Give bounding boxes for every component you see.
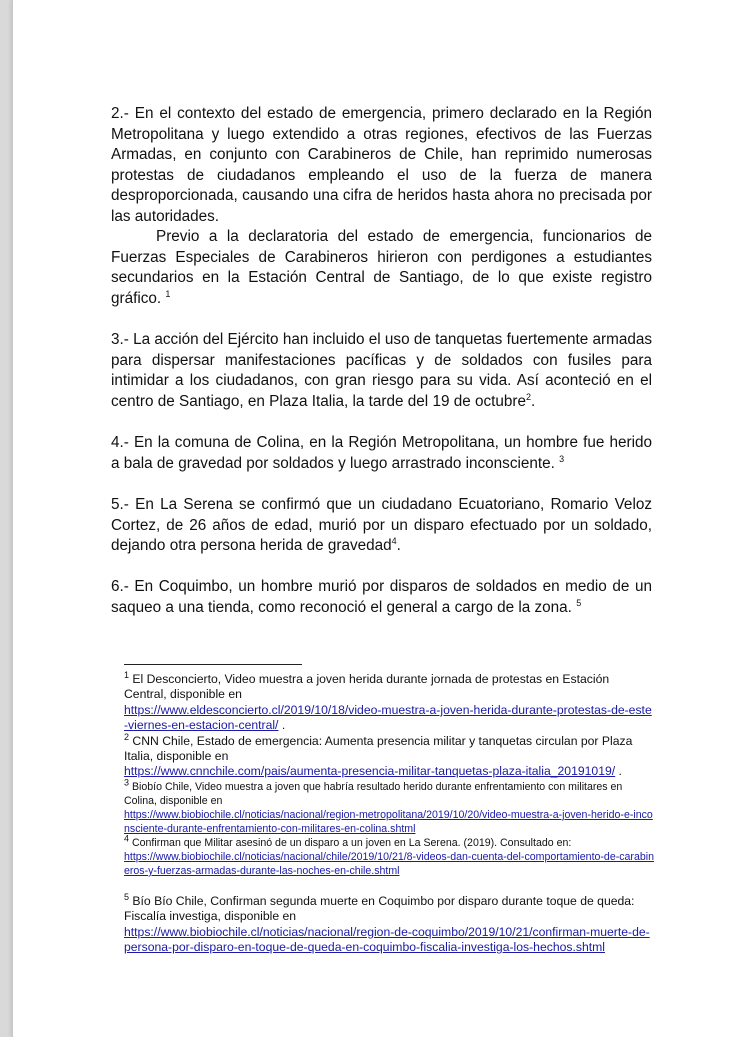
paragraph-2-continued xyxy=(111,227,652,309)
footnote-2-link[interactable]: https://www.cnnchile.com/pais/aumenta-presencia-militar-tanquetas-plaza-italia_20191019/ xyxy=(124,764,616,779)
footnote-3 xyxy=(124,777,654,836)
paragraph-3-period: . xyxy=(531,392,536,410)
footnote-2-text: CNN Chile, Estado de emergencia: Aumenta presencia militar y tanquetas circulan por Plaza Italia, disponible en xyxy=(124,733,633,764)
paragraph-2-continued-text: Previo a la declaratoria del estado de emergencia, funcionarios de Fuerzas Especiales de Carabineros hirieron con perdigones a estudiantes secundarios en la Estación Central de Santiago, de lo que existe registro gráfico. xyxy=(111,228,652,307)
footnote-2-number: 2 xyxy=(124,731,130,742)
footnotes-block xyxy=(124,669,654,878)
footnote-5-number: 5 xyxy=(124,891,130,902)
footnote-2 xyxy=(124,731,654,780)
footnote-5 xyxy=(124,891,654,956)
document-page xyxy=(12,0,750,1037)
footnote-separator xyxy=(124,664,302,665)
paragraph-5-text: 5.- En La Serena se confirmó que un ciudadano Ecuatoriano, Romario Veloz Cortez, de 26 años de edad, murió por un disparo efectuado por un soldado, dejando otra persona herida de gravedad xyxy=(111,496,652,554)
footnote-1-number: 1 xyxy=(124,669,130,680)
footnote-4-link[interactable]: https://www.biobiochile.cl/noticias/nacional/chile/2019/10/21/8-videos-dan-cuenta-del-comportamiento-de-carabineros-y-fuerzas-armadas-durante-las-noches-en-chile.shtml xyxy=(124,850,654,877)
footnote-1-text: El Desconcierto, Video muestra a joven herida durante jornada de protestas en Estación Central, disponible en xyxy=(124,672,610,702)
footnote-ref-2: 2 xyxy=(526,391,532,402)
paragraph-2 xyxy=(111,104,652,309)
paragraph-4-text: 4.- En la comuna de Colina, en la Región Metropolitana, un hombre fue herido a bala de gravedad por soldados y luego arrastrado inconsciente. xyxy=(111,434,652,472)
footnote-3-text: Biobío Chile, Video muestra a joven que habría resultado herido durante enfrentamiento con militares en Colina, disponible en xyxy=(124,780,623,807)
footnote-5-block xyxy=(124,891,654,956)
footnote-3-number: 3 xyxy=(124,777,130,788)
footnote-4-text: Confirman que Militar asesinó de un disparo a un joven en La Serena. (2019). Consultado en: xyxy=(131,836,572,849)
paragraph-5-period: . xyxy=(396,537,401,554)
footnote-4-number: 4 xyxy=(124,833,130,844)
footnote-4 xyxy=(124,833,654,878)
footnote-3-link[interactable]: https://www.biobiochile.cl/noticias/nacional/region-metropolitana/2019/10/20/video-muestra-a-joven-herido-e-inconsciente-durante-enfrentamiento-con-militares-en-colina.shtml xyxy=(124,808,653,835)
footnote-1-link[interactable]: https://www.eldesconcierto.cl/2019/10/18/video-muestra-a-joven-herida-durante-protestas-de-este-viernes-en-estacion-central/ xyxy=(124,702,652,733)
footnote-ref-1: 1 xyxy=(165,288,171,299)
paragraph-3 xyxy=(111,330,652,412)
paragraph-6-text: 6.- En Coquimbo, un hombre murió por disparos de soldados en medio de un saqueo a una tienda, como reconoció el general a cargo de la zona. xyxy=(111,578,652,616)
footnote-2-after: . xyxy=(615,764,622,779)
paragraph-2-text: 2.- En el contexto del estado de emergencia, primero declarado en la Región Metropolitana y luego extendido a otras regiones, efectivos de las Fuerzas Armadas, en conjunto con Carabineros de Chile, han reprimido numerosas protestas de ciudadanos empleando el uso de la fuerza de manera desproporcionada, causando una cifra de heridos hasta ahora no precisada por las autoridades. xyxy=(111,105,652,225)
footnote-1-after: . xyxy=(278,718,286,733)
footnote-ref-5: 5 xyxy=(576,597,582,608)
footnote-ref-4: 4 xyxy=(391,535,397,546)
footnote-5-text: Bío Bío Chile, Confirman segunda muerte en Coquimbo por disparo durante toque de queda: Fiscalía investiga, disponible en xyxy=(124,894,635,924)
paragraph-3-text: 3.- La acción del Ejército han incluido el uso de tanquetas fuertemente armadas para dispersar manifestaciones pacíficas y de soldados con fusiles para intimidar a los ciudadanos, con gran riesgo para su vida. Así aconteció en el centro de Santiago, en Plaza Italia, la tarde del 19 de octubre xyxy=(111,331,652,410)
footnote-5-link[interactable]: https://www.biobiochile.cl/noticias/nacional/region-de-coquimbo/2019/10/21/confirman-muerte-de-persona-por-disparo-en-toque-de-queda-en-coquimbo-fiscalia-investiga-los-hechos.shtml xyxy=(124,924,650,955)
footnote-ref-3: 3 xyxy=(559,453,565,464)
footnote-1 xyxy=(124,669,654,734)
paragraph-5 xyxy=(111,495,652,557)
paragraph-4 xyxy=(111,433,652,474)
paragraph-6 xyxy=(111,577,652,618)
